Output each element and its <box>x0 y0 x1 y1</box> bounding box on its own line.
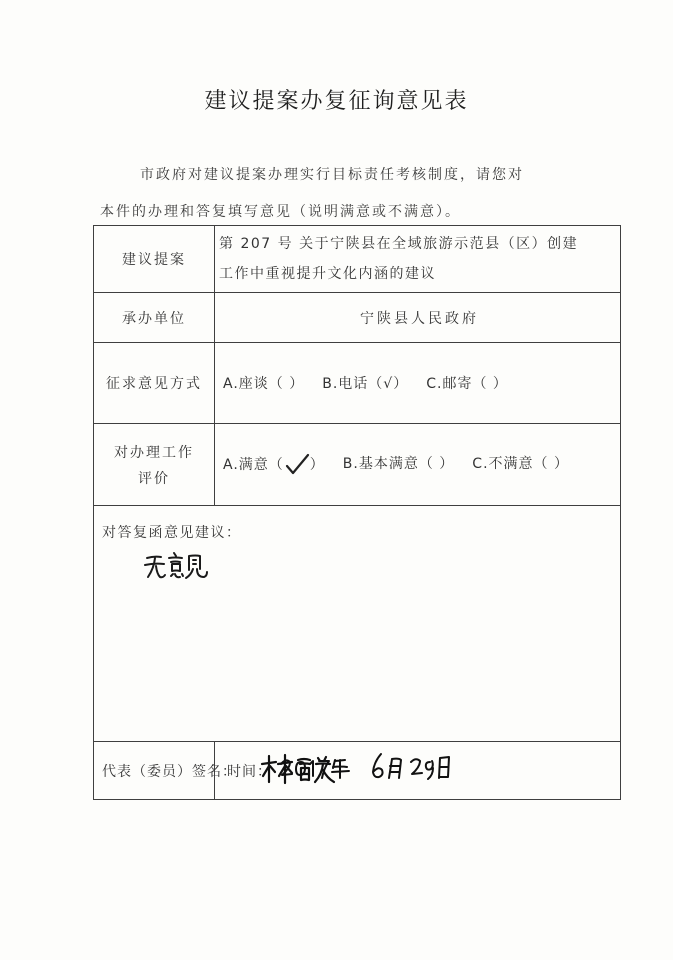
method-row <box>94 343 621 424</box>
signature-cell <box>94 742 237 800</box>
feedback-form-table <box>93 225 621 800</box>
signature-label: 代表（委员）签名： <box>102 763 237 780</box>
suggestion-row <box>94 506 621 742</box>
evaluation-option-c[interactable]: C.不满意（ ） <box>472 455 569 472</box>
method-option-a[interactable]: A.座谈（ ） <box>223 376 305 392</box>
intro-line-1: 市政府对建议提案办理实行目标责任考核制度，请您对 <box>140 167 524 183</box>
proposal-text-line-1: 第 207 号 关于宁陕县在全域旅游示范县（区）创建 <box>219 236 579 252</box>
time-cell <box>215 742 621 800</box>
handwritten-check-icon <box>284 453 310 477</box>
evaluation-label-line-1: 对办理工作 <box>114 444 194 461</box>
intro-line-2: 本件的办理和答复填写意见（说明满意或不满意）。 <box>100 204 461 220</box>
proposal-content <box>215 226 621 293</box>
unit-label: 承办单位 <box>94 293 215 343</box>
evaluation-option-a-prefix: A.满意（ <box>223 456 284 473</box>
document-title: 建议提案办复征询意见表 <box>204 89 469 114</box>
suggestion-cell <box>94 506 621 742</box>
unit-row <box>94 293 621 343</box>
evaluation-row <box>94 424 621 506</box>
method-option-b[interactable]: B.电话（√） <box>322 376 409 392</box>
evaluation-option-a-suffix: ） <box>309 456 325 473</box>
time-label: 时间： <box>227 763 272 780</box>
evaluation-option-a[interactable] <box>223 453 325 477</box>
handwritten-no-opinion-icon <box>144 550 224 582</box>
suggestion-label: 对答复函意见建议： <box>102 525 242 541</box>
proposal-text-line-2: 工作中重视提升文化内涵的建议 <box>219 266 436 282</box>
handwritten-date-icon <box>277 748 457 788</box>
signature-row <box>94 742 621 800</box>
proposal-label: 建议提案 <box>94 226 215 293</box>
proposal-row <box>94 226 621 293</box>
evaluation-option-b[interactable]: B.基本满意（ ） <box>342 455 455 472</box>
method-label: 征求意见方式 <box>94 343 215 424</box>
evaluation-label-line-2: 评价 <box>138 470 170 487</box>
method-options <box>215 343 621 424</box>
method-option-c[interactable]: C.邮寄（ ） <box>426 376 508 392</box>
unit-value: 宁陕县人民政府 <box>215 293 621 343</box>
evaluation-label <box>94 424 215 506</box>
evaluation-options <box>215 424 621 506</box>
